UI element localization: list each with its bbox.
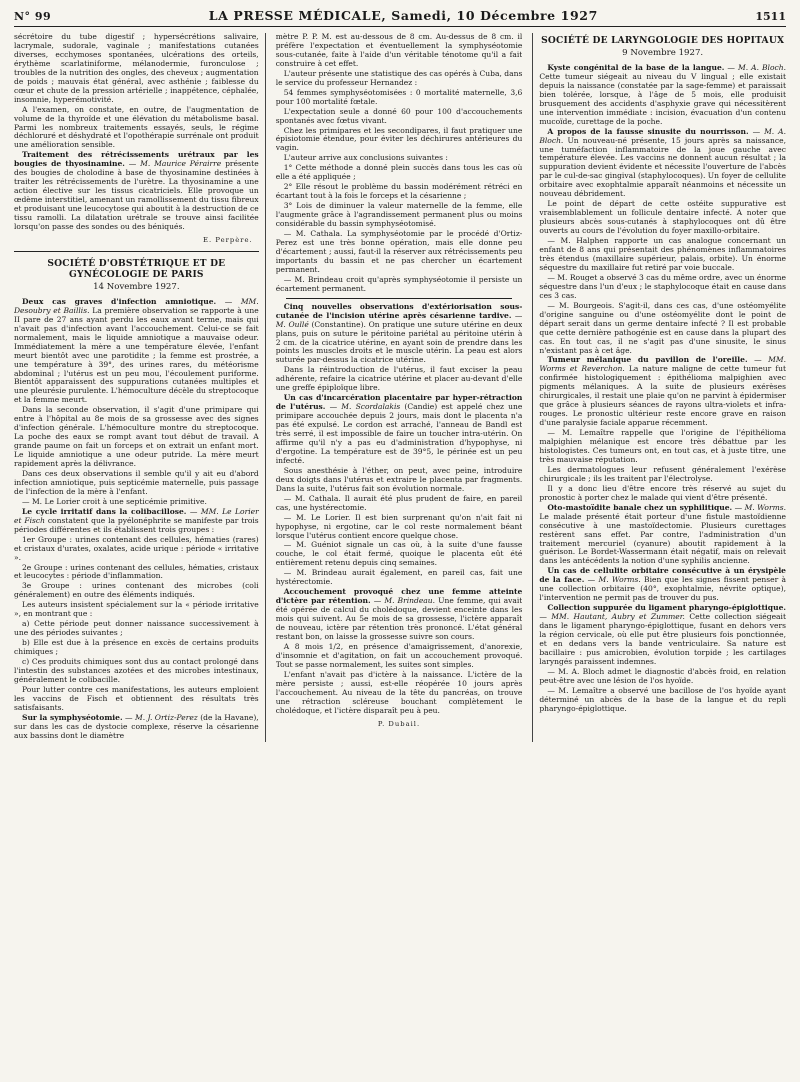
paragraph: A 8 mois 1/2, en présence d'amaigrissement, d'anorexie, d'insomnie et d'agitation, on fait un accouchement provoqué. Tout se passe normalement, les suites sont simples.: [275, 641, 523, 669]
report-title: Un cas de cellulite orbitaire consécutive à un érysipèle de la face.: [539, 566, 786, 585]
paragraph: L'expectation seule a donné 60 pour 100 d'accouchements spontanés avec fœtus vivant.: [275, 106, 523, 125]
report-item: [14, 298, 259, 405]
report-item: [276, 303, 523, 366]
report-title: Deux cas graves d'infection amniotique.: [22, 296, 217, 306]
report-author: — M. Maurice Pérairre: [128, 159, 222, 169]
issue-number: N° 99: [14, 10, 52, 23]
report-author: — M. Brindeau.: [373, 596, 436, 606]
journal-title: LA PRESSE MÉDICALE, Samedi, 10 Décembre 1927: [208, 8, 598, 23]
paragraph: L'auteur présente une statistique des cas opérés à Cuba, dans le service du professeur Hernandez :: [275, 68, 523, 87]
paragraph: L'auteur arrive aux conclusions suivantes :: [283, 153, 448, 163]
paragraph: mètre P. P. M. est au-dessous de 8 cm. Au-dessus de 8 cm. il préfère l'expectation et éventuellement la symphyséotomie sous-cutanée, faite à l'aide d'un véritable ténotome qu'il a fait construire à cet effet.: [275, 33, 523, 68]
report-text: (de la Havane), sur dans les cas de dystocie complexe, réserve la césarienne aux bassins dont le diamètre: [14, 712, 259, 740]
page-number: 1511: [755, 10, 786, 23]
paragraph: — M. Le Lorier. Il est bien surprenant qu'on n'ait fait ni hypophyse, ni ergotine, car le col reste normalement béant lorsque l'utérus contient encore quelque chose.: [275, 512, 523, 540]
report-item: [14, 714, 259, 741]
paragraph: Dans la réintroduction de l'utérus, il faut exciser la peau adhérente, refaire la cicatrice utérine et placer au-devant d'elle une greffe épiploïque libre.: [275, 365, 523, 393]
column-middle: [276, 33, 523, 742]
paragraph: L'enfant n'avait pas d'ictère à la naissance. L'ictère de la mère persiste ; aussi, est-elle réopérée 10 jours après l'accouchement. Au niveau de la tête du pancréas, on trouve une rétraction scléreuse bouchant complètement le cholédoque, et l'ictère disparaît peu à peu.: [275, 669, 523, 715]
report-title: Cinq nouvelles observations d'extériorisation sous-cutanée de l'incision utérine après césarienne tardive.: [275, 301, 523, 320]
paragraph: Chez les primipares et les secondipares, il faut pratiquer une épisiotomie étendue, pour éviter les déchirures antérieures du vagin.: [275, 125, 523, 153]
report-author: — MM. Desoubry et Baillis.: [14, 296, 259, 315]
report-item: [539, 64, 786, 127]
paragraph: — M. Bourgeois. S'agit-il, dans ces cas, d'une ostéomyélite d'origine sanguine ou d'une ostéomyélite dont le point de départ serait dans un germe dentaire infecté ? Il est probable que cette dernière pathogénie est en cause dans la plupart des cas. En tout cas, il ne s'agit pas d'une sinusite, le sinus n'existant pas à cet âge.: [539, 300, 786, 355]
report-text: constatent que la pyélonéphrite se manifeste par trois périodes différentes et ils établissent trois groupes :: [14, 515, 259, 534]
report-item: [539, 567, 786, 603]
section-heading: SOCIÉTÉ D'OBSTÉTRIQUE ET DE GYNÉCOLOGIE DE PARIS: [47, 257, 226, 280]
column-left: [14, 33, 266, 742]
signature: P. Dubail.: [377, 719, 421, 728]
report-author: — MM. Le Lorier et Fisch: [14, 506, 259, 525]
paragraph: 1er Groupe : urines contenant des cellules, hématies (rares) et cristaux d'urates, oxalates, acide urique : période « irritative ».: [14, 534, 259, 562]
paragraph: — M. Lemaître rappelle que l'origine de l'épithélioma malpighien mélanique est encore très débattue par les histologistes. Ces tumeurs ont, en tout cas, et à juste titre, une très mauvaise réputation.: [539, 428, 786, 464]
report-author: — M. Worms.: [587, 575, 641, 585]
report-item: [14, 151, 259, 232]
report-author: — MM. Worms et Reverchon.: [539, 355, 786, 374]
report-text: Une femme, qui avait été opérée de calcul du cholédoque, devient enceinte dans les mois qui suivent. Au 5e mois de sa grossesse, l'ictère apparaît de nouveau, ictère par rétention très prononcé. L'état général restant bon, on laisse la grossesse suivre son cours.: [275, 596, 523, 641]
signature: E. Perpère.: [203, 235, 253, 244]
paragraph: — M. Lemaître a observé une bacillose de l'os hyoïde ayant déterminé un abcès de la base de la langue et du repli pharyngo-épiglottique.: [539, 685, 786, 713]
paragraph: — M. Cathala. Il aurait été plus prudent de faire, en pareil cas, une hystérectomie.: [275, 493, 523, 512]
section-heading: SOCIÉTÉ DE LARYNGOLOGIE DES HOPITAUX: [541, 35, 785, 46]
paragraph: sécrétoire du tube digestif ; hypersécrétions salivaire, lacrymale, sudorale, vaginale ; manifestations cutanées diverses, ecchymoses spontanées, ulcérations des orteils, érythème scarlatiniforme, mélanodermie, furonculose ; troubles de la nutrition des ongles, des cheveux ; augmentation de poids ; mauvais état général, avec asthénie ; faiblesse du cœur et chute de la pression artérielle ; inappétence, céphalée, insomnie, hyperémotivité.: [14, 33, 259, 104]
report-item: [14, 508, 259, 535]
report-title: Oto-mastoïdite banale chez un syphilitique.: [547, 502, 733, 512]
report-text: présente des bougies de cholodine à base de thyosinamine destinées à traiter les rétrécissements de l'urètre. La thyosinamine a une action élective sur les tissus cicatriciels. Elle provoque un œdème interstitiel, amenant un ramollissement du tissu fibreux et produisant une leucocytose qui aboutit à la destruction de ce tissu ramolli. La dilatation urétrale se trouve ainsi facilitée lorsqu'on passe des sondes ou des béniqués.: [14, 159, 259, 232]
paragraph: Les auteurs insistent spécialement sur la « période irritative », en montrant que :: [14, 600, 259, 619]
report-author: — MM. Hautant, Aubry et Zummer.: [539, 612, 685, 622]
paragraph: A l'examen, on constate, en outre, de l'augmentation de volume de la thyroïde et une élévation du métabolisme basal. Parmi les nombreux traitements essayés, seuls, le régime déchloruré et déshydraté et l'opothérapie surrénale ont produit une amélioration sensible.: [14, 104, 259, 150]
report-title: Kyste congénital de la base de la langue.: [547, 62, 725, 72]
paragraph: 3° Lois de diminuer la valeur maternelle de la femme, elle l'augmente grâce à l'agrandissement permanent plus ou moins considérable du bassin symphyséotomisé.: [275, 201, 523, 229]
report-title: Traitement des rétrécissements urétraux par les bougies de thyosinamine.: [14, 150, 259, 169]
report-text: (Constantine). On pratique une suture utérine en deux plans, puis on suture le péritoine pariétal au péritoine utérin à 2 cm. de la cicatrice utérine, en ayant soin de prendre dans les points les muscles droits et le muscle utérin. La peau est alors suturée par-dessus la cicatrice utérine.: [275, 319, 523, 365]
report-text: Le malade présenté était porteur d'une fistule mastoïdienne consécutive à une mastoïdectomie. Plusieurs curettages restèrent sans effet. Par contre, l'administration d'un traitement mercuriel (cyanure) aboutit rapidement à la guérison. Le Bordet-Wassermann était négatif, mais on relevait dans les antécédents la notion d'une syphilis ancienne.: [539, 511, 786, 566]
paragraph: Les dermatologues leur refusent généralement l'exérèse chirurgicale ; ils les traitent par l'électrolyse.: [539, 464, 786, 483]
report-title: Collection suppurée du ligament pharyngo-épiglottique.: [547, 603, 786, 613]
paragraph: — M. Cathala. La symphyséotomie par le procédé d'Ortiz-Perez est une très bonne opération, mais elle donne peu d'écartement ; aussi, faut-il la réserver aux rétrécissements peu importants du bassin et ne pas chercher un écartement permanent.: [275, 229, 523, 274]
report-item: [276, 394, 523, 466]
report-text: Cette collection siégeait dans le ligament pharyngo-épiglottique, fusant en dehors vers la région cervicale, où elle put être plusieurs fois ponctionnée, et en dedans vers la bande ventriculaire. Sa nature est bacillaire : pus amicrobien, évolution torpide ; les cartilages laryngés paraissent indemnes.: [539, 612, 786, 666]
section-date: 14 Novembre 1927.: [93, 281, 180, 292]
paragraph: — M. Guéniot signale un cas où, à la suite d'une fausse couche, le col était fermé, quoique le placenta eût été entièrement retenu depuis cinq semaines.: [275, 540, 523, 568]
column-right: [532, 33, 786, 742]
paragraph: — M. Rouget a observé 3 cas du même ordre, avec un énorme séquestre dans l'un d'eux ; le staphylocoque était en cause dans ces 3 cas.: [539, 272, 786, 300]
paragraph: — M. Halphen rapporte un cas analogue concernant un enfant de 8 ans qui présentait des phénomènes inflammatoires très étendus (maxillaire supérieur, palais, orbite). Un énorme séquestre du maxillaire fut retiré par voie buccale.: [539, 236, 786, 272]
paragraph: — M. Le Lorier croit à une septicémie primitive.: [22, 496, 207, 506]
paragraph: 3e Groupe : urines contenant des microbes (coli généralement) en outre des éléments indiqués.: [14, 581, 259, 600]
report-title: Sur la symphyséotomie.: [22, 712, 123, 722]
report-author: — M. A. Bloch.: [539, 126, 786, 145]
report-title: A propos de la fausse sinusite du nourrisson.: [547, 126, 749, 136]
report-item: [539, 504, 786, 567]
paragraph: Pour lutter contre ces manifestations, les auteurs emploient les vaccins de Fisch et obtiennent des résultats très satisfaisants.: [14, 684, 259, 712]
report-author: — M. Oullé: [275, 310, 523, 329]
columns: [14, 33, 786, 742]
paragraph: c) Ces produits chimiques sont dus au contact prolongé dans l'intestin des substances azotées et des microbes intestinaux, généralement le colibacille.: [14, 657, 259, 684]
paragraph: b) Elle est due à la présence en excès de certains produits chimiques ;: [14, 638, 259, 657]
report-title: Accouchement provoqué chez une femme atteinte d'ictère par rétention.: [275, 587, 523, 606]
paragraph: a) Cette période peut donner naissance successivement à une des périodes suivantes ;: [14, 619, 259, 638]
report-item: [539, 128, 786, 200]
report-item: [539, 604, 786, 667]
paragraph: Sous anesthésie à l'éther, on peut, avec peine, introduire deux doigts dans l'utérus et extraire le placenta par fragments. Dans la suite, l'utérus fait son évolution normale.: [275, 465, 523, 493]
report-item: [539, 356, 786, 428]
report-text: Bien que les signes fissent penser à une collection orbitaire (40°, exophtalmie, névrite optique), l'intervention ne permit pas de trouver du pus.: [539, 575, 786, 603]
report-title: Tumeur mélanique du pavillon de l'oreille.: [547, 355, 748, 365]
report-author: — M. J. Ortiz-Perez: [125, 712, 198, 722]
report-author: — M. Worms.: [734, 502, 786, 512]
report-title: Le cycle irritatif dans la colibacillose.: [22, 506, 187, 516]
paragraph: 1° Cette méthode a donné plein succès dans tous les cas où elle a été appliquée ;: [275, 163, 523, 182]
paragraph: 2e Groupe : urines contenant des cellules, hématies, cristaux et leucocytes : période d'inflammation.: [14, 562, 259, 581]
paragraph: — M. Brindeau croit qu'après symphyséotomie il persiste un écartement permanent.: [275, 274, 523, 293]
paragraph: — M. A. Bloch admet le diagnostic d'abcès froid, en relation peut-être avec une lésion de l'os hyoïde.: [539, 666, 786, 685]
page-header: [14, 8, 786, 27]
report-text: Cette tumeur siégeait au niveau du V lingual ; elle existait depuis la naissance (constatée par la sage-femme) et paraissait bien tolérée, lorsque, à l'âge de 5 mois, elle produisit brusquement des accidents d'asphyxie grave qui nécessitèrent une intervention immédiate : incision, évacuation d'un contenu mucoïde, curettage de la poche.: [539, 71, 786, 126]
report-title: Un cas d'incarcération placentaire par hyper-rétraction de l'utérus.: [275, 393, 523, 412]
report-text: (Candie) est appelé chez une primipare accouchée depuis 2 jours, mais dont le placenta n'a pas été expulsé. Le cordon est arraché, l'anneau de Bandl est très serré, il est impossible de faire un toucher intra-utérin. On affirme qu'il n'y a pas eu d'administration d'hypophyse, ni d'ergotine. La température est de 39°5, le périnée est un peu infecté.: [275, 402, 523, 465]
section-divider: [14, 251, 259, 252]
paragraph: Il y a donc lieu d'être encore très réservé au sujet du pronostic à porter chez le malade qui vient d'être présenté.: [539, 483, 786, 502]
report-author: — M. A. Bloch.: [727, 62, 786, 72]
report-text: La nature maligne de cette tumeur fut confirmée histologiquement : épithélioma malpighien avec pigments mélaniques. A la suite de plusieurs exérèses chirurgicales, il restait une plaie qu'on ne parvint à épidermiser que grâce à plusieurs séances de rayons ultra-violets et infra-rouges. Le pronostic ultérieur reste encore grave en raison d'une paralysie faciale apparue récemment.: [539, 364, 786, 428]
paragraph: Le point de départ de cette ostéite suppurative est vraisemblablement un follicule dentaire infecté. A noter que plusieurs abcès sous-cutanés à staphylocoques ont dû être ouverts au cours de l'évolution du foyer maxillo-orbitaire.: [539, 199, 786, 236]
report-text: La première observation se rapporte à une II pare de 27 ans ayant perdu les eaux avant terme, mais qui n'avait pas d'infection avant l'accouchement. Celui-ce se fait normalement, mais le liquide amniotique a mauvaise odeur. Immédiatement la mère a une température élevée, l'enfant meurt bientôt avec une parotidite ; la femme est prostrée, a une température à 39°, des urines rares, du météorisme abdominal ; l'utérus est un peu mou, l'écoulement puriforme. Bientôt apparaissent des suppurations cutanées multiples et une pleurésie purulente. L'hémoculture décèle du streptocoque et la femme meurt.: [14, 305, 259, 405]
paragraph: 2° Elle résout le problème du bassin modérément rétréci en écartant tout à la fois le forceps et la césarienne ;: [275, 182, 523, 201]
section-date: 9 Novembre 1927.: [622, 48, 704, 58]
paragraph: 54 femmes symphyséotomisées : 0 mortalité maternelle, 3,6 pour 100 mortalité fœtale.: [275, 87, 523, 106]
paragraph: — M. Brindeau aurait également, en pareil cas, fait une hystérectomie.: [275, 568, 523, 587]
report-text: Un nouveau-né présente, 15 jours après sa naissance, une tuméfaction inflammatoire de la joue gauche avec température élevée. Les vaccins ne donnent aucun résultat ; la suppuration devient évidente et nécessite l'ouverture de l'abcès par le cul-de-sac gingival (staphylocoques). Un foyer de cellulite orbitaire avec exophtalmie apparaît néanmoins et nécessite un nouveau débridement.: [539, 135, 786, 199]
paragraph: Dans ces deux observations il semble qu'il y ait eu d'abord infection amniotique, puis septicémie maternelle, puis passage de l'infection de la mère à l'enfant.: [14, 468, 259, 496]
paragraph: Dans la seconde observation, il s'agit d'une primipare qui entre à l'hôpital au 8e mois de sa grossesse avec des signes d'infection générale. L'hémoculture montre du streptocoque. La poche des eaux se rompt avant tout début de travail. A grande paume on fait un forceps et on extrait un enfant mort. Le liquide amniotique a une odeur putride. La mère meurt rapidement après la délivrance.: [14, 405, 259, 469]
item-divider: [286, 298, 513, 299]
report-item: [276, 588, 523, 642]
report-author: — M. Scordalakis: [329, 402, 401, 412]
